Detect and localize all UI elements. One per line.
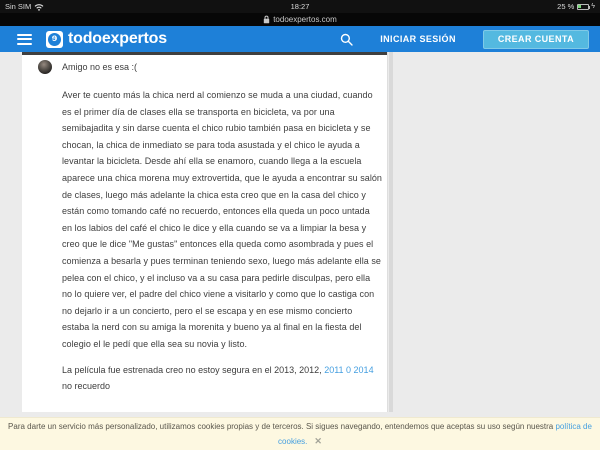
- padlock-icon: [263, 15, 270, 24]
- release-year-link[interactable]: 2011 0 2014: [324, 364, 374, 375]
- comment-intro-text: Amigo no es esa :(: [62, 62, 138, 72]
- answer-body-text: Aver te cuento más la chica nerd al comienzo se muda a una ciudad, cuando es el primer día de clases ella se transporta en bicicleta, va por una semibajadita y sin darse cuenta el chico rubio también pasa en bicicleta y se chocan, la chica de inmediato se para toda asustada y el chico le ayuda a levantar la bicicleta. Desde ahí ella se enamoro, cuando llega a la escuela aparece una chica morena muy extrovertida, que le ayuda a encontrar su salón de clases, luego más adelante la chica esta creo que en la casa del chico y están como tomando café no recuerdo, entonces ella queda un poco untada en los labios del café el chico le dice y ella cuando se va a limpiar la besa y creo que le dice "Me gustas" entonces ella queda como asombrada y pues el comienza a besarla y pues terminan teniendo sexo, luego más adelante ella se pelea con el chico, y el incluso va a su casa para pedirle disculpas, pero ella no lo quiere ver, el padre del chico viene a visitarlo y como que lo castiga con no dejarlo ir a un concierto, pero el se escapa y en ese mismo concierto estaba la nerd con su amiga la morenita y bueno ya al final en la fiesta del colegio el le pedí que ella sea su novia y listo.: [62, 90, 382, 349]
- cookie-policy-link[interactable]: política de cookies.: [278, 422, 592, 446]
- carrier-label: Sin SIM: [5, 2, 32, 11]
- url-text: todoexpertos.com: [273, 15, 337, 24]
- status-time: 18:27: [290, 2, 310, 11]
- charging-bolt-icon: ϟ: [591, 3, 595, 10]
- cookie-notice-text: Para darte un servicio más personalizado, utilizamos cookies propias y de terceros. Si sigues navegando, entendemos que aceptas su uso según nuestra: [8, 422, 556, 431]
- release-year-line: [62, 362, 382, 395]
- release-pre-text: La película fue estrenada creo no estoy segura en el 2013, 2012,: [62, 364, 325, 375]
- menu-icon[interactable]: [17, 34, 32, 45]
- browser-address-bar[interactable]: [0, 13, 600, 26]
- release-post-text: no recuerdo: [62, 381, 111, 392]
- battery-icon: [577, 4, 589, 10]
- wifi-icon: [34, 3, 44, 11]
- create-account-button[interactable]: CREAR CUENTA: [483, 30, 589, 49]
- login-button[interactable]: INICIAR SESIÓN: [380, 34, 456, 44]
- app-header: [0, 26, 600, 52]
- avatar[interactable]: [38, 60, 52, 74]
- status-bar: [0, 0, 600, 13]
- close-icon[interactable]: ✕: [314, 436, 322, 446]
- battery-percent-label: 25 %: [557, 2, 575, 11]
- cookie-notice-bar: [0, 417, 600, 450]
- search-icon[interactable]: [340, 33, 353, 46]
- brand-title[interactable]: todoexpertos: [68, 30, 167, 47]
- scrollbar[interactable]: [389, 52, 393, 412]
- comment-header: [22, 55, 387, 74]
- todoexpertos-logo[interactable]: [46, 31, 63, 48]
- logo-glyph-icon: e: [48, 33, 61, 46]
- answer-card: [22, 52, 388, 412]
